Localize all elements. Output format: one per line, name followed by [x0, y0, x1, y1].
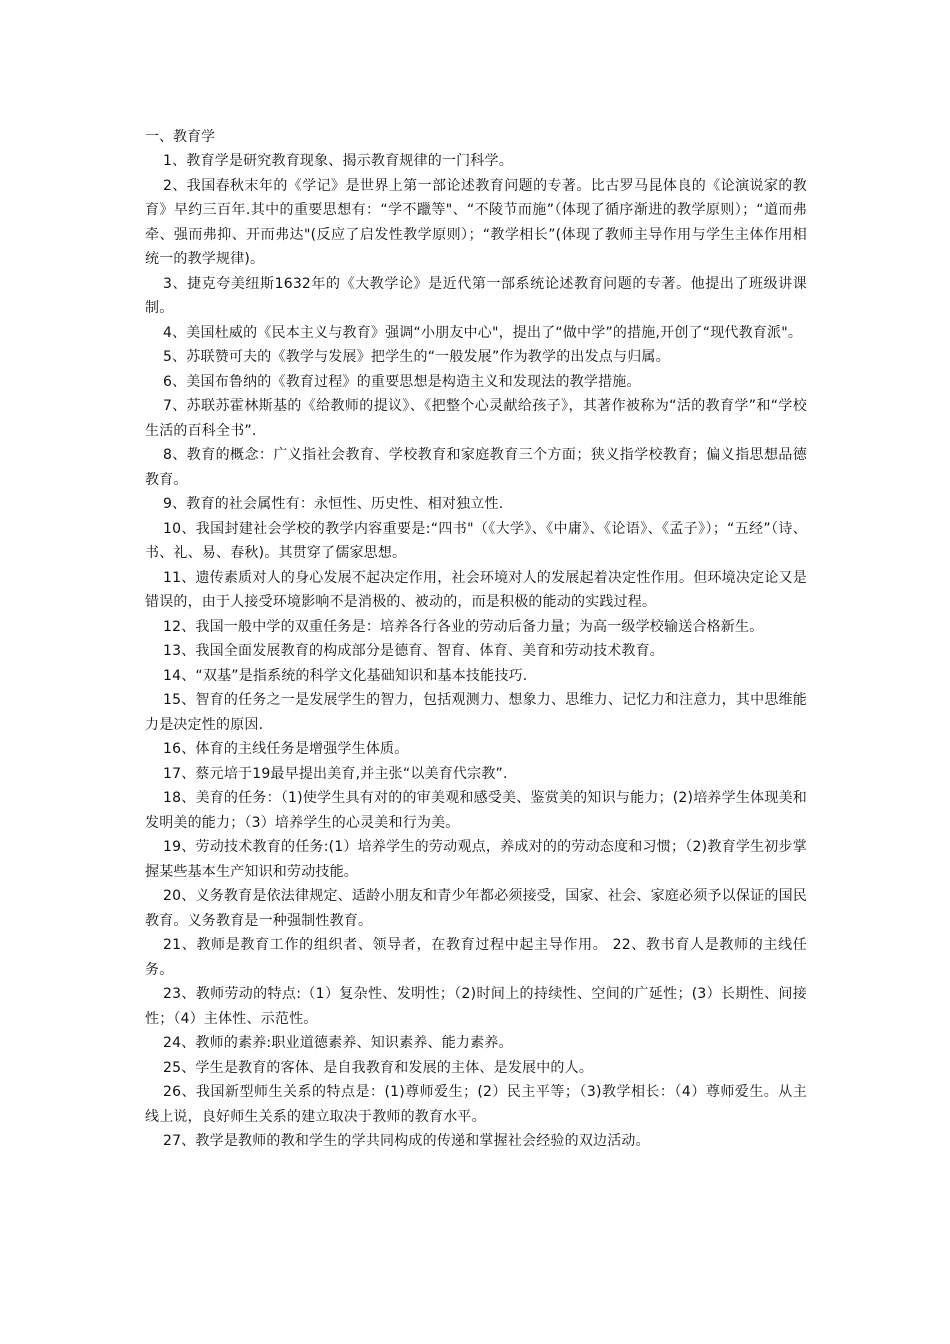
paragraph: 24、教师的素养:职业道德素养、知识素养、能力素养。: [163, 1035, 513, 1051]
paragraph: 18、美育的任务：（1)使学生具有对的的审美观和感受美、鉴赏美的知识与能力；(2)培养学生体现美和发明美的能力；（3）培养学生的心灵美和行为美。: [145, 790, 807, 831]
paragraph: 25、学生是教育的客体、是自我教育和发展的主体、是发展中的人。: [163, 1059, 594, 1076]
paragraph: 21、教师是教育工作的组织者、领导者，在教育过程中起主导作用。 22、教书育人是教师的主线任务。: [145, 937, 807, 978]
section-title: 一、教育学: [145, 129, 215, 145]
paragraph: 11、遗传素质对人的身心发展不起决定作用，社会环境对人的发展起着决定性作用。但环境决定论又是错误的，由于人接受环境影响不是消极的、被动的，而是积极的能动的实践过程。: [145, 569, 807, 610]
paragraph: 1、教育学是研究教育现象、揭示教育规律的一门科学。: [163, 153, 513, 169]
paragraph-list: [145, 149, 807, 1154]
paragraph: 6、美国布鲁纳的《教育过程》的重要思想是构造主义和发现法的教学措施。: [163, 373, 641, 390]
paragraph: 7、苏联苏霍林斯基的《给教师的提议》、《把整个心灵献给孩子》，其著作被称为“活的教育学”和“学校生活的百科全书”.: [145, 398, 807, 439]
paragraph: 27、教学是教师的教和学生的学共同构成的传递和掌握社会经验的双边活动。: [163, 1133, 650, 1149]
paragraph: 17、蔡元培于19最早提出美育,并主张“以美育代宗教”.: [163, 765, 508, 782]
paragraph: 15、智育的任务之一是发展学生的智力，包括观测力、想象力、思维力、记忆力和注意力，其中思维能力是决定性的原因.: [145, 692, 807, 733]
paragraph: 23、教师劳动的特点:（1）复杂性、发明性；（2)时间上的持续性、空间的广延性；(3）长期性、间接性；（4）主体性、示范性。: [145, 986, 807, 1027]
paragraph: 5、苏联赞可夫的《教学与发展》把学生的“一般发展”作为教学的出发点与归属。: [163, 349, 670, 365]
paragraph: 16、体育的主线任务是增强学生体质。: [163, 741, 409, 757]
paragraph: 8、教育的概念：广义指社会教育、学校教育和家庭教育三个方面；狭义指学校教育；偏义指思想品德教育。: [145, 447, 807, 488]
paragraph: 4、美国杜威的《民本主义与教育》强调“小朋友中心"，提出了“做中学”的措施,开创了“现代教育派"。: [163, 324, 803, 341]
paragraph: 12、我国一般中学的双重任务是：培养各行各业的劳动后备力量；为高一级学校输送合格新生。: [163, 618, 764, 635]
paragraph: 9、教育的社会属性有：永恒性、历史性、相对独立性.: [163, 496, 504, 512]
paragraph: 26、我国新型师生关系的特点是：(1)尊师爱生；(2）民主平等；（3)教学相长：（4）尊师爱生。从主线上说，良好师生关系的建立取决于教师的教育水平。: [145, 1084, 807, 1125]
paragraph: 2、我国春秋末年的《学记》是世界上第一部论述教育问题的专著。比古罗马昆体良的《论演说家的教育》早约三百年.其中的重要思想有：“学不躐等"、“不陵节而施”（体现了循序渐进的教学原则）；“道而弗牵、强而弗抑、开而弗达"(反应了启发性教学原则）；“教学相长”(体现了教师主导作用与学生主体作用相统一的教学规律)。: [145, 177, 807, 267]
paragraph: 20、义务教育是依法律规定、适龄小朋友和青少年都必须接受，国家、社会、家庭必须予以保证的国民教育。义务教育是一种强制性教育。: [145, 888, 807, 929]
document-page: [145, 125, 807, 1154]
paragraph: 14、“双基”是指系统的科学文化基础知识和基本技能技巧.: [163, 667, 528, 684]
paragraph: 19、劳动技术教育的任务:(1）培养学生的劳动观点，养成对的的劳动态度和习惯；（2)教育学生初步掌握某些基本生产知识和劳动技能。: [145, 839, 807, 880]
paragraph: 3、捷克夸美纽斯1632年的《大教学论》是近代第一部系统论述教育问题的专著。他提出了班级讲课制。: [145, 275, 807, 316]
paragraph: 10、我国封建社会学校的教学内容重要是:“四书"（《大学》、《中庸》、《论语》、《孟子》）；“五经”（诗、书、礼、易、春秋)。其贯穿了儒家思想。: [145, 520, 807, 561]
paragraph: 13、我国全面发展教育的构成部分是德育、智育、体育、美育和劳动技术教育。: [163, 643, 665, 659]
